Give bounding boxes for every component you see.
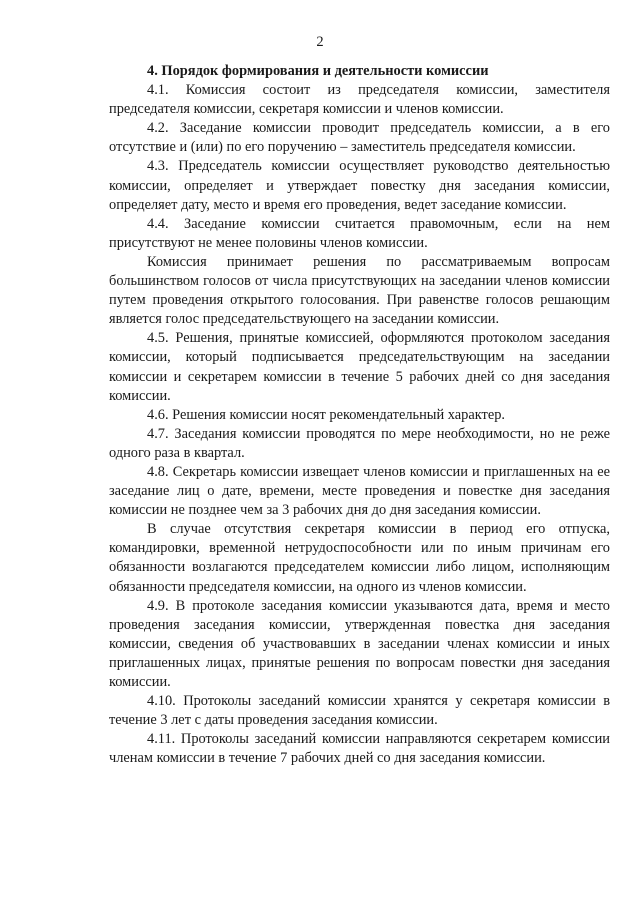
paragraph-4-2: 4.2. Заседание комиссии проводит председатель комиссии, а в его отсутствие и (или) по его поручению – заместитель председателя комиссии. <box>109 120 610 156</box>
paragraph-4-9: 4.9. В протоколе заседания комиссии указываются дата, время и место проведения заседания комиссии, утвержденная повестка дня заседания комиссии, сведения об участвовавших в заседании членах комиссии и иных приглашенных лицах, принятые решения по вопросам повестки дня заседания комиссии. <box>109 597 610 690</box>
paragraph-4-10: 4.10. Протоколы заседаний комиссии хранятся у секретаря комиссии в течение 3 лет с даты проведения заседания комиссии. <box>109 693 610 729</box>
section-heading: 4. Порядок формирования и деятельности комиссии <box>147 63 489 79</box>
paragraph-4-5: 4.5. Решения, принятые комиссией, оформляются протоколом заседания комиссии, который подписывается председательствующим на заседании комиссии и секретарем комиссии в течение 5 рабочих дней со дня заседания комиссии. <box>109 330 610 404</box>
paragraph-4-3: 4.3. Председатель комиссии осуществляет руководство деятельностью комиссии, определяет и утверждает повестку дня заседания комиссии, определяет дату, место и время его проведения, ведет заседание комиссии. <box>109 158 610 213</box>
paragraph-4-6: 4.6. Решения комиссии носят рекомендательный характер. <box>147 406 506 423</box>
paragraph-4-7: 4.7. Заседания комиссии проводятся по мере необходимости, но не реже одного раза в квартал. <box>109 425 610 461</box>
paragraph-4-1: 4.1. Комиссия состоит из председателя комиссии, заместителя председателя комиссии, секретаря комиссии и членов комиссии. <box>109 82 610 118</box>
page-number: 2 <box>316 34 324 50</box>
document-body <box>109 62 610 768</box>
paragraph-voting: Комиссия принимает решения по рассматриваемым вопросам большинством голосов от числа присутствующих на заседании членов комиссии путем проведения открытого голосования. При равенстве голосов решающим является голос председательствующего на заседании комиссии. <box>109 253 610 328</box>
paragraph-4-8: 4.8. Секретарь комиссии извещает членов комиссии и приглашенных на ее заседание лиц о дате, времени, месте проведения и повестке дня заседания комиссии не позднее чем за 3 рабочих дня до дня заседания комиссии. <box>109 463 610 519</box>
paragraph-secretary-absence: В случае отсутствия секретаря комиссии в период его отпуска, командировки, временной нетрудоспособности или по иным причинам его обязанности возлагаются председателем комиссии либо лицом, исполняющим обязанности председателя комиссии, на одного из членов комиссии. <box>109 521 610 595</box>
paragraph-4-11: 4.11. Протоколы заседаний комиссии направляются секретарем комиссии членам комиссии в течение 7 рабочих дней со дня заседания комиссии. <box>109 731 610 767</box>
paragraph-4-4: 4.4. Заседание комиссии считается правомочным, если на нем присутствуют не менее половины членов комиссии. <box>109 215 610 251</box>
